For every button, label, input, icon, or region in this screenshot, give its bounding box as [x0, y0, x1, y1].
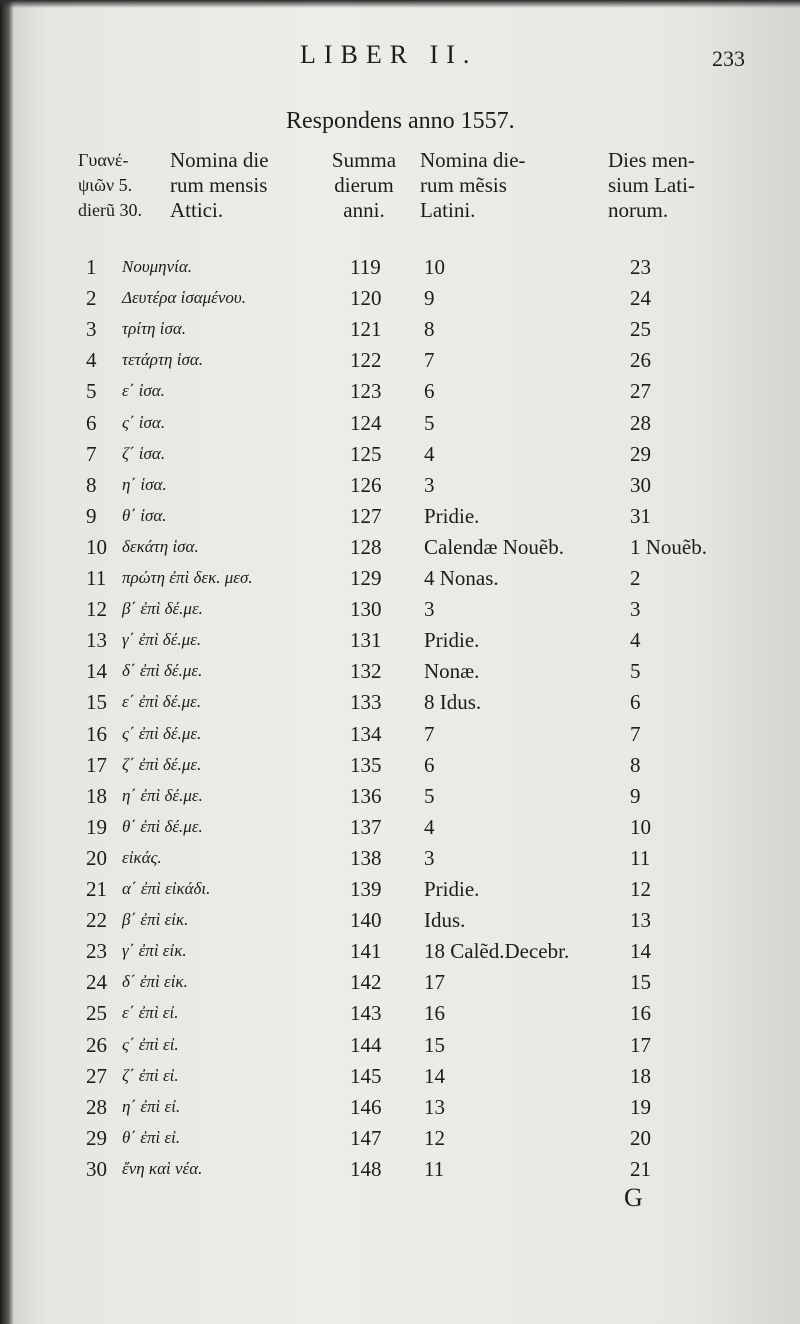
table-row	[0, 1061, 800, 1091]
page-number: 233	[712, 46, 745, 71]
sum-of-days: 140	[350, 908, 382, 933]
attic-day-name: ζ΄ ἐπὶ εἰ.	[122, 1065, 179, 1085]
latin-day-name: 15	[424, 1032, 445, 1057]
table-row	[0, 408, 800, 438]
latin-day-name: Pridie.	[424, 628, 480, 653]
latin-day-name: Nonæ.	[424, 659, 480, 684]
attic-day-name: β΄ ἐπὶ εἰκ.	[122, 910, 189, 930]
table-row	[0, 1123, 800, 1153]
table-row	[0, 905, 800, 935]
table-row	[0, 843, 800, 873]
row-number: 10	[86, 534, 107, 559]
row-number: 12	[86, 597, 107, 622]
latin-day-name: 5	[424, 783, 435, 808]
row-number: 26	[86, 1032, 107, 1057]
table-row	[0, 656, 800, 686]
latin-month-day: 27	[630, 379, 651, 404]
attic-day-name: γ΄ ἐπὶ δέ.με.	[122, 630, 202, 650]
sum-of-days: 136	[350, 783, 382, 808]
latin-day-name: 12	[424, 1125, 445, 1150]
latin-month-day: 11	[630, 845, 651, 870]
row-number: 14	[86, 659, 107, 684]
sum-of-days: 146	[350, 1094, 382, 1119]
attic-day-name: η΄ ἱσα.	[122, 474, 167, 494]
table-row	[0, 998, 800, 1028]
latin-day-name: 11	[424, 1156, 445, 1181]
table-row	[0, 781, 800, 811]
sum-of-days: 123	[350, 379, 382, 404]
latin-day-name: 9	[424, 286, 435, 311]
sum-of-days: 141	[350, 939, 382, 964]
latin-month-day: 8	[630, 752, 641, 777]
row-number: 16	[86, 721, 107, 746]
row-number: 11	[86, 566, 107, 590]
sum-of-days: 135	[350, 752, 382, 777]
table-row	[0, 376, 800, 406]
latin-day-name: Idus.	[424, 908, 466, 933]
sum-of-days: 134	[350, 721, 382, 746]
attic-day-name: θ΄ ἐπὶ εἰ.	[122, 1127, 181, 1147]
row-number: 29	[86, 1125, 107, 1150]
running-head: LIBER II.	[300, 40, 478, 69]
row-number: 23	[86, 939, 107, 964]
attic-day-name: θ΄ ἱσα.	[122, 505, 167, 525]
sum-of-days: 142	[350, 970, 382, 995]
table-row	[0, 874, 800, 904]
latin-day-name: 8	[424, 317, 435, 342]
latin-day-name: 7	[424, 721, 435, 746]
sum-of-days: 132	[350, 659, 382, 684]
latin-month-day: 24	[630, 286, 651, 311]
attic-day-name: η΄ ἐπὶ δέ.με.	[122, 785, 203, 805]
latin-month-day: 23	[630, 255, 651, 279]
row-number: 25	[86, 1001, 107, 1026]
table-row	[0, 314, 800, 344]
sum-of-days: 122	[350, 348, 382, 373]
latin-day-name: 10	[424, 255, 445, 279]
latin-month-day: 16	[630, 1001, 651, 1026]
table-row	[0, 594, 800, 624]
latin-day-name: 4	[424, 814, 435, 839]
sum-of-days: 145	[350, 1063, 382, 1088]
table-row	[0, 501, 800, 531]
attic-day-name: τρίτη ἱσα.	[122, 319, 187, 339]
latin-day-name: 14	[424, 1063, 445, 1088]
attic-day-name: εἰκάς.	[122, 847, 162, 867]
latin-month-day: 17	[630, 1032, 651, 1057]
sum-of-days: 147	[350, 1125, 382, 1150]
table-row	[0, 625, 800, 655]
row-number: 21	[86, 877, 107, 901]
row-number: 3	[86, 317, 97, 342]
latin-month-day: 2	[630, 566, 641, 590]
latin-month-day: 26	[630, 348, 651, 373]
row-number: 2	[86, 286, 97, 311]
column-header-day-count: Γυανέ- ψιῶν 5. dierũ 30.	[78, 150, 142, 220]
attic-day-name: πρώτη ἐπὶ δεκ. μεσ.	[122, 568, 253, 587]
table-row	[0, 812, 800, 842]
latin-day-name: 5	[424, 410, 435, 435]
sum-of-days: 127	[350, 503, 382, 528]
latin-day-name: 3	[424, 845, 435, 870]
attic-day-name: ς΄ ἐπὶ δέ.με.	[122, 723, 202, 743]
attic-day-name: ζ΄ ἱσα.	[122, 443, 166, 463]
latin-month-day: 4	[630, 628, 641, 653]
attic-day-name: ε΄ ἐπὶ εἰ.	[122, 1003, 179, 1023]
sum-of-days: 137	[350, 814, 382, 839]
row-number: 24	[86, 970, 107, 995]
latin-day-name: 4	[424, 441, 435, 466]
row-number: 18	[86, 783, 107, 808]
sum-of-days: 130	[350, 597, 382, 622]
table-row	[0, 936, 800, 966]
row-number: 13	[86, 628, 107, 653]
sum-of-days: 119	[350, 255, 381, 279]
column-header-latin-days: Dies men- sium Lati- norum.	[608, 148, 695, 222]
sum-of-days: 126	[350, 472, 382, 497]
table-row	[0, 563, 800, 593]
row-number: 28	[86, 1094, 107, 1119]
latin-month-day: 29	[630, 441, 651, 466]
sum-of-days: 129	[350, 566, 382, 590]
row-number: 17	[86, 752, 107, 777]
catchword: G	[624, 1183, 643, 1212]
latin-day-name: 4 Nonas.	[424, 566, 499, 590]
table-row	[0, 687, 800, 717]
latin-month-day: 13	[630, 908, 651, 933]
attic-day-name: η΄ ἐπὶ εἰ.	[122, 1096, 181, 1116]
latin-day-name: 3	[424, 597, 435, 622]
row-number: 8	[86, 472, 97, 497]
latin-month-day: 19	[630, 1094, 651, 1119]
sum-of-days: 124	[350, 410, 382, 435]
row-number: 19	[86, 814, 107, 839]
attic-day-name: ε΄ ἐπὶ δέ.με.	[122, 692, 202, 712]
latin-month-day: 7	[630, 721, 641, 746]
latin-month-day: 12	[630, 877, 651, 901]
row-number: 7	[86, 441, 97, 466]
row-number: 1	[86, 255, 97, 279]
sum-of-days: 143	[350, 1001, 382, 1026]
latin-month-day: 3	[630, 597, 641, 622]
attic-day-name: ἔνη καὶ νέα.	[122, 1158, 203, 1178]
latin-month-day: 20	[630, 1125, 651, 1150]
latin-day-name: 18 Calẽd.Decebr.	[424, 939, 570, 964]
latin-month-day: 30	[630, 472, 651, 497]
sum-of-days: 125	[350, 441, 382, 466]
sum-of-days: 128	[350, 534, 382, 559]
attic-day-name: γ΄ ἐπὶ εἰκ.	[122, 941, 187, 961]
page-top-shadow	[0, 0, 800, 8]
latin-day-name: 17	[424, 970, 445, 995]
table-row	[0, 345, 800, 375]
latin-month-day: 1 Nouẽb.	[630, 534, 707, 559]
sum-of-days: 138	[350, 845, 382, 870]
latin-day-name: Pridie.	[424, 877, 480, 901]
latin-day-name: 6	[424, 752, 435, 777]
row-number: 20	[86, 845, 107, 870]
table-row	[0, 1154, 800, 1184]
latin-day-name: 3	[424, 472, 435, 497]
latin-month-day: 5	[630, 659, 641, 684]
row-number: 15	[86, 690, 107, 715]
row-number: 6	[86, 410, 97, 435]
attic-day-name: ε΄ ἱσα.	[122, 381, 165, 401]
table-row	[0, 252, 800, 282]
attic-day-name: β΄ ἐπὶ δέ.με.	[122, 599, 203, 619]
row-number: 5	[86, 379, 97, 404]
column-header-sum-days: Summa dierum anni.	[331, 148, 397, 222]
table-row	[0, 1092, 800, 1122]
row-number: 27	[86, 1063, 107, 1088]
table-row	[0, 719, 800, 749]
sum-of-days: 144	[350, 1032, 382, 1057]
attic-day-name: δ΄ ἐπὶ εἰκ.	[122, 972, 188, 992]
table-row	[0, 283, 800, 313]
attic-day-name: δ΄ ἐπὶ δέ.με.	[122, 661, 203, 681]
attic-day-name: Δευτέρα ἱσαμένου.	[122, 288, 246, 308]
latin-month-day: 15	[630, 970, 651, 995]
attic-day-name: ς΄ ἱσα.	[122, 412, 166, 432]
latin-day-name: 13	[424, 1094, 445, 1119]
attic-day-name: θ΄ ἐπὶ δέ.με.	[122, 816, 203, 836]
row-number: 22	[86, 908, 107, 933]
latin-month-day: 25	[630, 317, 651, 342]
sum-of-days: 131	[350, 628, 382, 653]
latin-month-day: 9	[630, 783, 641, 808]
sum-of-days: 121	[350, 317, 382, 342]
table-row	[0, 439, 800, 469]
attic-day-name: Νουμηνία.	[122, 257, 193, 276]
sum-of-days: 133	[350, 690, 382, 715]
table-row	[0, 470, 800, 500]
attic-day-name: ς΄ ἐπὶ εἰ.	[122, 1034, 179, 1054]
latin-month-day: 21	[630, 1156, 651, 1181]
latin-day-name: 16	[424, 1001, 445, 1026]
row-number: 4	[86, 348, 97, 373]
table-subtitle: Respondens anno 1557.	[286, 108, 515, 134]
attic-day-name: ζ΄ ἐπὶ δέ.με.	[122, 754, 202, 774]
table-row	[0, 750, 800, 780]
table-row	[0, 1030, 800, 1060]
latin-month-day: 18	[630, 1063, 651, 1088]
table-row	[0, 532, 800, 562]
latin-month-day: 28	[630, 410, 651, 435]
attic-day-name: τετάρτη ἱσα.	[122, 350, 203, 370]
latin-day-name: 8 Idus.	[424, 690, 482, 715]
sum-of-days: 120	[350, 286, 382, 311]
column-header-attic-names: Nomina die rum mensis Attici.	[170, 148, 269, 222]
attic-day-name: δεκάτη ἱσα.	[122, 536, 199, 556]
row-number: 30	[86, 1156, 107, 1181]
row-number: 9	[86, 503, 97, 528]
latin-day-name: Calendæ Nouẽb.	[424, 534, 564, 559]
latin-month-day: 31	[630, 503, 651, 528]
sum-of-days: 148	[350, 1156, 382, 1181]
latin-month-day: 10	[630, 814, 651, 839]
latin-day-name: 6	[424, 379, 435, 404]
attic-day-name: α΄ ἐπὶ εἰκάδι.	[122, 879, 211, 898]
column-header-latin-names: Nomina die- rum mẽsis Latini.	[420, 148, 526, 222]
latin-day-name: 7	[424, 348, 435, 373]
latin-month-day: 14	[630, 939, 651, 964]
latin-month-day: 6	[630, 690, 641, 715]
table-row	[0, 967, 800, 997]
latin-day-name: Pridie.	[424, 503, 480, 528]
sum-of-days: 139	[350, 877, 382, 901]
